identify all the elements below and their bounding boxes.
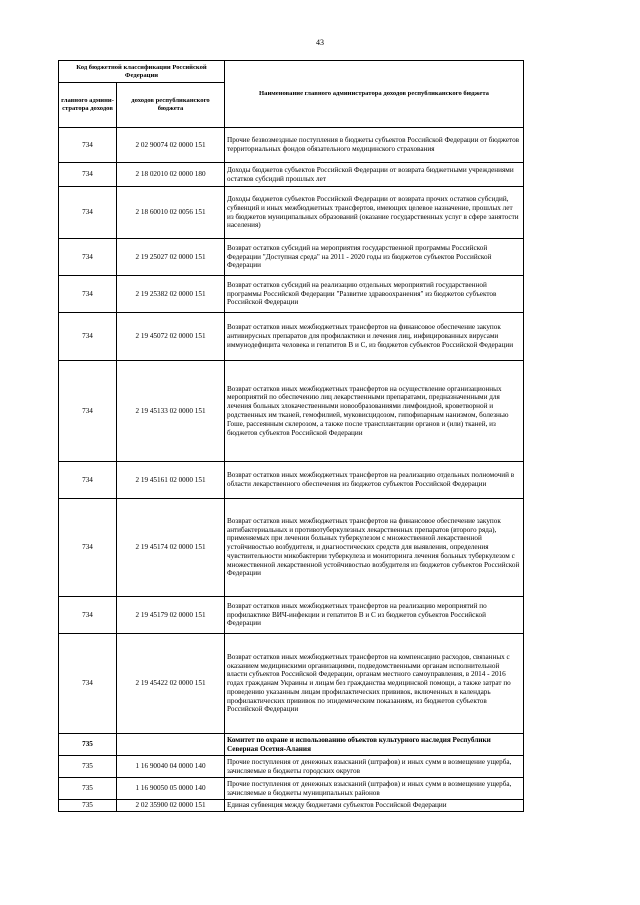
- page-number: 43: [316, 38, 324, 47]
- table-row: [59, 462, 524, 499]
- classification-header: Код бюджетной классификации Российской Федерации: [59, 61, 225, 83]
- table-row: [59, 276, 524, 313]
- income-code-cell: 2 19 25027 02 0000 151: [117, 239, 225, 276]
- income-code-cell: 1 16 90040 04 0000 140: [117, 756, 225, 778]
- admin-code-cell: 734: [59, 597, 117, 634]
- admin-code-cell: 734: [59, 128, 117, 163]
- income-code-cell: 2 18 60010 02 0056 151: [117, 187, 225, 239]
- admin-code-cell: 734: [59, 462, 117, 499]
- income-name-cell: Возврат остатков субсидий на мероприятия государственной программы Российской Федерации "Доступная среда" на 2011 - 2020 годы из бюджетов субъектов Российской Федерации: [225, 239, 524, 276]
- income-code-cell: 1 16 90050 05 0000 140: [117, 778, 225, 800]
- income-code-cell: 2 19 45161 02 0000 151: [117, 462, 225, 499]
- income-code-cell: 2 19 45133 02 0000 151: [117, 361, 225, 462]
- income-name-cell: Комитет по охране и использованию объектов культурного наследия Республики Северная Осетия-Алания: [225, 734, 524, 756]
- income-name-cell: Прочие безвозмездные поступления в бюджеты субъектов Российской Федерации от бюджетов территориальных фондов обязательного медицинского страхования: [225, 128, 524, 163]
- income-column-header: доходов республиканского бюджета: [117, 83, 225, 128]
- table-row: [59, 187, 524, 239]
- admin-code-cell: 735: [59, 800, 117, 812]
- income-code-cell: 2 19 45174 02 0000 151: [117, 499, 225, 597]
- income-name-cell: Доходы бюджетов субъектов Российской Федерации от возврата прочих остатков субсидий, субвенций и иных межбюджетных трансфертов, имеющих целевое назначение, прошлых лет из бюджетов муниципальных образований (оказание государственных услуг в сфере занятости населения): [225, 187, 524, 239]
- admin-code-cell: 734: [59, 499, 117, 597]
- name-column-header: Наименование главного администратора доходов республиканского бюджета: [225, 61, 524, 128]
- table-row: [59, 800, 524, 812]
- income-code-cell: [117, 734, 225, 756]
- budget-classification-table: [58, 60, 524, 812]
- table-row: [59, 597, 524, 634]
- income-name-cell: Прочие поступления от денежных взысканий (штрафов) и иных сумм в возмещение ущерба, зачисляемые в бюджеты муниципальных районов: [225, 778, 524, 800]
- table-row: [59, 313, 524, 361]
- income-name-cell: Возврат остатков иных межбюджетных трансфертов на осуществление организационных мероприятий по обеспечению лиц лекарственными препаратами, предназначенными для лечения больных злокачественными новообразованиями лимфоидной, кроветворной и родственных им тканей, гемофилией, муковисцидозом, гипофизарным нанизмом, болезнью Гоше, рассеянным склерозом, а также после трансплантации органов и (или) тканей, из бюджетов субъектов Российской Федерации: [225, 361, 524, 462]
- table-row: [59, 163, 524, 187]
- admin-code-cell: 735: [59, 756, 117, 778]
- admin-code-cell: 735: [59, 734, 117, 756]
- table-row: [59, 734, 524, 756]
- table-row: [59, 239, 524, 276]
- admin-code-cell: 734: [59, 634, 117, 734]
- admin-code-cell: 734: [59, 361, 117, 462]
- admin-code-cell: 735: [59, 778, 117, 800]
- table-row: [59, 634, 524, 734]
- income-name-cell: Возврат остатков иных межбюджетных трансфертов на финансовое обеспечение закупок антибактериальных и противотуберкулезных лекарственных препаратов (второго ряда), применяемых при лечении больных туберкулезом с множественной лекарственной устойчивостью возбудителя, и диагностических средств для выявления, определения чувствительности микобактерии туберкулеза и мониторинга лечения больных туберкулезом с множественной лекарственной устойчивостью возбудителя из бюджетов субъектов Российской Федерации: [225, 499, 524, 597]
- table-row: [59, 128, 524, 163]
- income-name-cell: Прочие поступления от денежных взысканий (штрафов) и иных сумм в возмещение ущерба, зачисляемые в бюджеты городских округов: [225, 756, 524, 778]
- income-name-cell: Доходы бюджетов субъектов Российской Федерации от возврата бюджетными учреждениями остатков субсидий прошлых лет: [225, 163, 524, 187]
- admin-column-header: главного админи-стратора доходов: [59, 83, 117, 128]
- table-row: [59, 499, 524, 597]
- income-code-cell: 2 18 02010 02 0000 180: [117, 163, 225, 187]
- admin-code-cell: 734: [59, 187, 117, 239]
- income-code-cell: 2 19 45422 02 0000 151: [117, 634, 225, 734]
- table-row: [59, 756, 524, 778]
- income-code-cell: 2 02 90074 02 0000 151: [117, 128, 225, 163]
- income-name-cell: Возврат остатков иных межбюджетных трансфертов на финансовое обеспечение закупок антивирусных препаратов для профилактики и лечения лиц, инфицированных вирусами иммунодефицита человека и гепатитов В и С, из бюджетов субъектов Российской Федерации: [225, 313, 524, 361]
- admin-code-cell: 734: [59, 239, 117, 276]
- income-name-cell: Возврат остатков субсидий на реализацию отдельных мероприятий государственной программы Российской Федерации "Развитие здравоохранения" из бюджетов субъектов Российской Федерации: [225, 276, 524, 313]
- income-code-cell: 2 02 35900 02 0000 151: [117, 800, 225, 812]
- income-name-cell: Возврат остатков иных межбюджетных трансфертов на реализацию мероприятий по профилактике ВИЧ-инфекции и гепатитов В и С из бюджетов субъектов Российской Федерации: [225, 597, 524, 634]
- income-name-cell: Возврат остатков иных межбюджетных трансфертов на компенсацию расходов, связанных с оказанием медицинскими организациями, подведомственными органам исполнительной власти субъектов Российской Федерации, органам местного самоуправления, в 2014 - 2016 годах гражданам Украины и лицам без гражданства медицинской помощи, а также затрат по проведению указанным лицам профилактических прививок, включенных в календарь профилактических прививок по эпидемическим показаниям, из бюджетов субъектов Российской Федерации: [225, 634, 524, 734]
- income-code-cell: 2 19 45179 02 0000 151: [117, 597, 225, 634]
- income-name-cell: Возврат остатков иных межбюджетных трансфертов на реализацию отдельных полномочий в области лекарственного обеспечения из бюджетов субъектов Российской Федерации: [225, 462, 524, 499]
- admin-code-cell: 734: [59, 276, 117, 313]
- admin-code-cell: 734: [59, 163, 117, 187]
- table-row: [59, 778, 524, 800]
- income-name-cell: Единая субвенция между бюджетами субъектов Российской Федерации: [225, 800, 524, 812]
- admin-code-cell: 734: [59, 313, 117, 361]
- income-code-cell: 2 19 25382 02 0000 151: [117, 276, 225, 313]
- income-code-cell: 2 19 45072 02 0000 151: [117, 313, 225, 361]
- table-row: [59, 361, 524, 462]
